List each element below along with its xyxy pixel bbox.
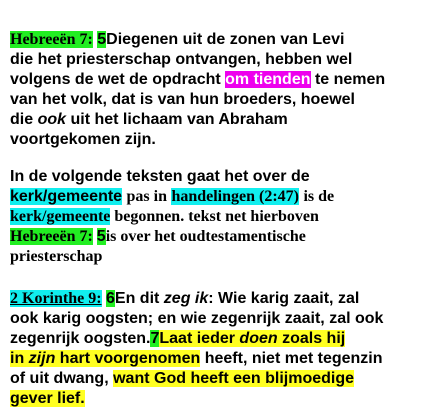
bible-reference: 2 Korinthe 9: bbox=[10, 290, 102, 307]
verse-text: zoals hij bbox=[282, 330, 346, 347]
p3-line-5 bbox=[10, 369, 354, 389]
commentary-text: is de bbox=[303, 188, 335, 205]
verse-text: En dit bbox=[114, 290, 160, 307]
bible-reference: Hebreeën 7: bbox=[10, 31, 93, 48]
verse-number: 5 bbox=[97, 31, 107, 48]
p2-line-1 bbox=[10, 167, 310, 187]
p2-line-3 bbox=[10, 207, 319, 227]
commentary-text: In de volgende teksten gaat het over de bbox=[10, 168, 310, 185]
emphasis: zijn bbox=[28, 350, 56, 367]
verse-text: uit het lichaam van Abraham bbox=[70, 111, 288, 128]
verse-text: van het volk, dat is van hun broeders, hoewel bbox=[10, 91, 355, 108]
verse-number: 5 bbox=[96, 228, 106, 245]
p3-line-1 bbox=[10, 289, 359, 309]
verse-text: : Wie karig zaait, zal bbox=[208, 290, 360, 307]
p1-line-5 bbox=[10, 110, 288, 130]
verse-text: heeft, niet met tegenzin bbox=[204, 350, 383, 367]
bible-reference: Hebreeën 7: bbox=[10, 228, 93, 245]
highlight-tithes: om tienden bbox=[225, 71, 311, 88]
verse-text: te nemen bbox=[314, 71, 386, 88]
emphasis: doen bbox=[239, 330, 278, 347]
highlight-acts-reference: handelingen (2:47) bbox=[171, 188, 300, 205]
verse-text: in bbox=[10, 350, 25, 367]
verse-text: hart voorgenomen bbox=[59, 350, 201, 367]
p1-line-6 bbox=[10, 130, 156, 150]
p2-line-2 bbox=[10, 187, 334, 207]
commentary-text: priesterschap bbox=[10, 248, 103, 265]
commentary-text: begonnen. tekst net hierboven bbox=[114, 208, 319, 225]
highlight-yellow: gever lief. bbox=[10, 390, 85, 407]
verse-text: die het priesterschap ontvangen, hebben wel bbox=[10, 51, 353, 68]
verse-text: ook karig oogsten; en wie zegenrijk zaait, zal ook bbox=[10, 310, 384, 327]
p3-line-4 bbox=[10, 349, 383, 369]
verse-number: 7 bbox=[150, 330, 160, 347]
p2-line-5 bbox=[10, 247, 102, 267]
highlight-yellow: want God heeft een blijmoedige bbox=[113, 370, 355, 387]
verse-number: 6 bbox=[106, 290, 115, 307]
highlight-yellow bbox=[10, 350, 200, 367]
highlight-church: kerk/gemeente bbox=[10, 188, 123, 205]
p1-line-2 bbox=[10, 50, 352, 70]
p1-line-4 bbox=[10, 90, 355, 110]
emphasis: ook bbox=[37, 111, 67, 128]
verse-text: die bbox=[10, 111, 34, 128]
verse-text: zegenrijk oogsten. bbox=[10, 330, 151, 347]
p3-line-3 bbox=[10, 329, 345, 349]
p3-line-6 bbox=[10, 389, 85, 409]
p1-line-1 bbox=[10, 30, 344, 50]
p2-line-4 bbox=[10, 227, 306, 247]
commentary-text: is over het oudtestamentische bbox=[105, 228, 306, 245]
verse-text: Diegenen uit de zonen van Levi bbox=[106, 31, 345, 48]
emphasis: zeg ik bbox=[163, 290, 209, 307]
verse-text: volgens de wet de opdracht bbox=[10, 71, 221, 88]
verse-text: voortgekomen zijn. bbox=[10, 131, 156, 148]
p1-line-3 bbox=[10, 70, 385, 90]
p3-line-2 bbox=[10, 309, 383, 329]
commentary-text: pas in bbox=[126, 188, 167, 205]
verse-text: of uit dwang, bbox=[10, 370, 109, 387]
highlight-yellow bbox=[159, 330, 345, 347]
verse-text: Laat ieder bbox=[159, 330, 235, 347]
highlight-church: kerk/gemeente bbox=[10, 208, 111, 225]
